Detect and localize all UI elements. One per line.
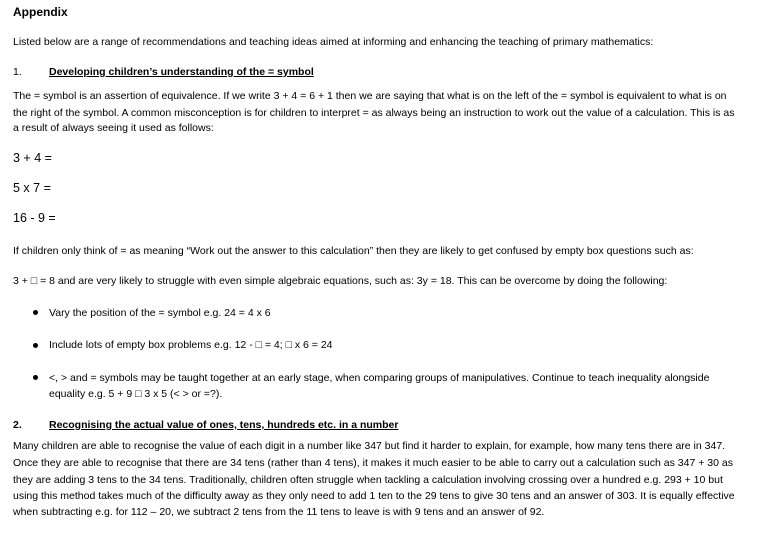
empty-box-text: If children only think of = as meaning “Work out the answer to this calculation” then they are likely to get confused by empty box questions such as:: [13, 245, 694, 257]
section-2-paragraph-line: Once they are able to recognise that there are 34 tens (rather than 4 tens), it makes it much easier to be able to carry out a calculation such as 347 + 30 as: [13, 457, 733, 469]
bullet-item: Vary the position of the = symbol e.g. 24 = 4 x 6: [49, 307, 271, 319]
bullet-item: Include lots of empty box problems e.g. 12 - □ = 4; □ x 6 = 24: [49, 339, 333, 351]
section-1-paragraph-line: a result of always seeing it used as follows:: [13, 122, 214, 134]
bullet-item-continuation: equality e.g. 5 + 9 □ 3 x 5 (< > or =?).: [49, 388, 223, 400]
section-2-paragraph-line: they are adding 3 tens to the 34 tens. Traditionally, children often struggle when tackling a calculation involving crossing over a hundred e.g. 293 + 10 but: [13, 474, 723, 486]
section-2-paragraph-line: Many children are able to recognise the value of each digit in a number like 347 but find it harder to explain, for example, how many tens there are in 347.: [13, 440, 726, 452]
page-title: Appendix: [13, 5, 68, 19]
bullet-icon: [33, 310, 38, 315]
section-1-paragraph-line: The = symbol is an assertion of equivalence. If we write 3 + 4 = 6 + 1 then we are saying that what is on the left of the = symbol is equivalent to what is on: [13, 90, 727, 102]
example-calculation: 16 - 9 =: [13, 211, 56, 225]
section-2-paragraph-line: using this method takes much of the difficulty away as they only need to add 1 ten to the 29 tens to give 30 tens and an answer of 303. It is equally effective: [13, 490, 735, 502]
example-calculation: 3 + 4 =: [13, 151, 52, 165]
algebra-text: 3 + □ = 8 and are very likely to struggle with even simple algebraic equations, such as: 3y = 18. This can be overcome by doing the following:: [13, 275, 668, 287]
section-1-paragraph-line: the right of the symbol. A common misconception is for children to interpret = as always being an instruction to work out the value of a calculation. This is as: [13, 107, 735, 119]
bullet-item: <, > and = symbols may be taught together at an early stage, when comparing groups of manipulatives. Continue to teach inequality alongside: [49, 372, 710, 384]
section-2-number: 2.: [13, 419, 22, 431]
section-1-number: 1.: [13, 66, 22, 78]
intro-text: Listed below are a range of recommendations and teaching ideas aimed at informing and enhancing the teaching of primary mathematics:: [13, 36, 654, 48]
section-2-heading: Recognising the actual value of ones, tens, hundreds etc. in a number: [49, 419, 399, 431]
section-1-heading: Developing children’s understanding of the = symbol: [49, 66, 314, 78]
bullet-icon: [33, 375, 38, 380]
section-2-paragraph-line: when subtracting e.g. for 112 – 20, we subtract 2 tens from the 11 tens to leave is with 9 tens and an answer of 92.: [13, 506, 545, 518]
example-calculation: 5 x 7 =: [13, 181, 51, 195]
bullet-icon: [33, 343, 38, 348]
